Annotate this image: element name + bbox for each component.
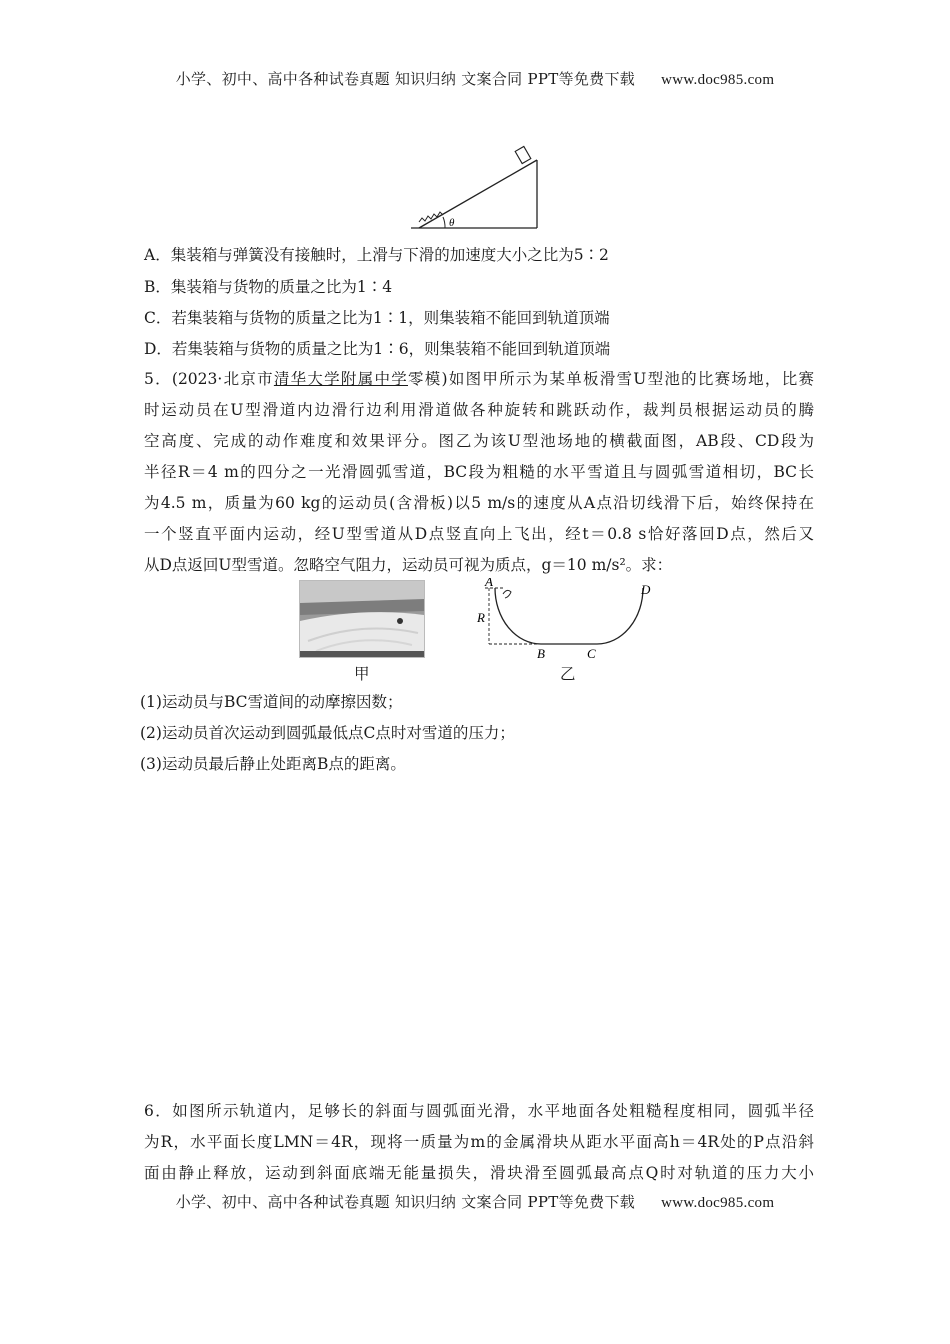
header-text: 小学、初中、高中各种试卷真题 知识归纳 文案合同 PPT等免费下载 [175,70,636,88]
q5-line-7: 从D点返回U型雪道。忽略空气阻力，运动员可视为质点，g＝10 m/s²。求： [144,556,673,574]
q6-line-1: 6．如图所示轨道内，足够长的斜面与圆弧面光滑，水平地面各处粗糙程度相同，圆弧半径 [144,1102,814,1120]
label-r: R [477,610,485,625]
q5-line-5: 为4.5 m，质量为60 kg的运动员(含滑板)以5 m/s的速度从A点沿切线滑下后，始终保持在 [144,494,814,512]
q5-line-3: 空高度、完成的动作难度和效果评分。图乙为该U型池场地的横截面图，AB段、CD段为 [144,432,814,450]
caption-yi: 乙 [560,665,576,683]
label-d: D [641,582,651,597]
label-b: B [537,646,545,660]
q5-sub-1: (1)运动员与BC雪道间的动摩擦因数； [140,693,403,711]
q6-line-2: 为R，水平面长度LMN＝4R，现将一质量为m的金属滑块从距水平面高h＝4R处的P点沿斜 [144,1133,814,1151]
label-c: C [587,646,596,660]
option-c: C．若集装箱与货物的质量之比为1∶1，则集装箱不能回到轨道顶端 [144,309,610,327]
q5-line-6: 一个竖直平面内运动，经U型雪道从D点竖直向上飞出，经t＝0.8 s恰好落回D点，然后又 [144,525,814,543]
angle-label: θ [449,217,455,229]
option-b: B．集装箱与货物的质量之比为1∶4 [144,278,393,296]
halfpipe-photo [299,580,425,658]
caption-jia: 甲 [354,665,370,683]
q5-sub-2: (2)运动员首次运动到圆弧最低点C点时对雪道的压力； [140,724,515,742]
q5-sub-3: (3)运动员最后静止处距离B点的距离。 [140,755,406,773]
question-6 [144,1096,814,1189]
u-pipe-diagram [475,578,665,660]
footer-site: www.doc985.com [661,1195,775,1211]
header-site: www.doc985.com [661,72,775,88]
q6-line-3: 面由静止释放，运动到斜面底端无能量损失，滑块滑至圆弧最高点Q时对轨道的压力大小 [144,1164,814,1182]
question-5 [144,364,814,581]
q5-line-4: 半径R＝4 m的四分之一光滑圆弧雪道，BC段为粗糙的水平雪道且与圆弧雪道相切，BC长 [144,463,814,481]
label-a: A [485,578,493,589]
q5-line-2: 时运动员在U型滑道内边滑行边利用滑道做各种旋转和跳跃动作，裁判员根据运动员的腾 [144,401,814,419]
page-footer [0,1191,950,1212]
q5-line-1: 5．(2023·北京市清华大学附属中学零模)如图甲所示为某单板滑雪U型池的比赛场地，比赛 [144,370,814,388]
footer-text: 小学、初中、高中各种试卷真题 知识归纳 文案合同 PPT等免费下载 [175,1193,636,1211]
option-d: D．若集装箱与货物的质量之比为1∶6，则集装箱不能回到轨道顶端 [144,340,611,358]
page-header [0,68,950,89]
option-a: A．集装箱与弹簧没有接触时，上滑与下滑的加速度大小之比为5∶2 [144,246,609,264]
q5-source-school: 清华大学附属中学 [273,370,408,388]
incline-figure [405,142,545,232]
